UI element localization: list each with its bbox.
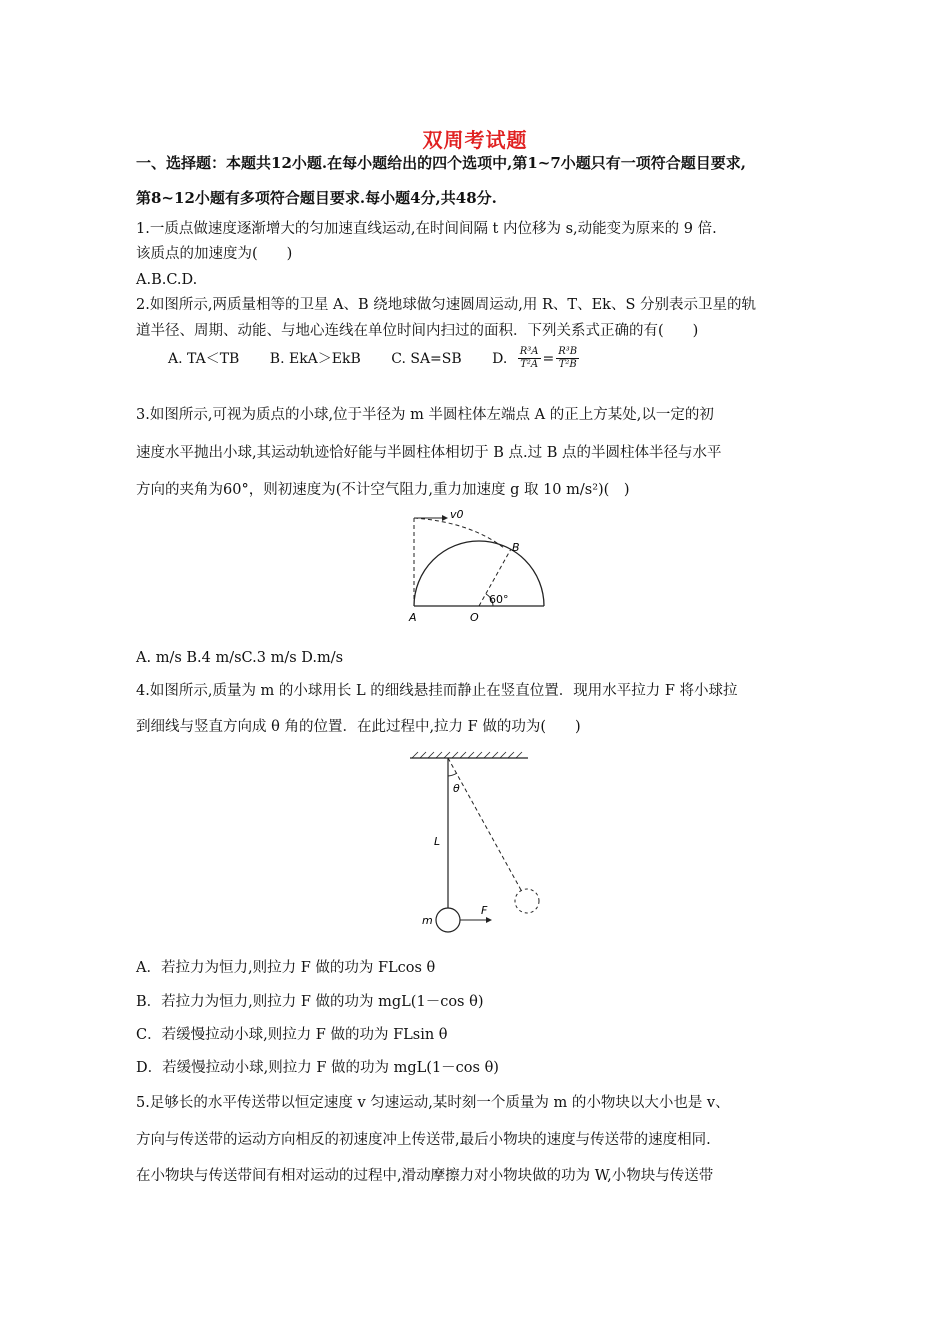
q3-label-v0: v0 xyxy=(450,508,464,521)
q3-label-angle: 60° xyxy=(489,593,509,606)
q4-option-a: A．若拉力为恒力,则拉力 F 做的功为 FLcos θ xyxy=(136,960,436,976)
q2-text-line2: 道半径、周期、动能、与地心连线在单位时间内扫过的面积．下列关系式正确的有( ) xyxy=(136,323,699,339)
q2-option-a: A. TA＜TB xyxy=(168,350,240,367)
q4-text-line2: 到细线与竖直方向成 θ 角的位置．在此过程中,拉力 F 做的功为( ) xyxy=(136,719,581,735)
q1-text-line2: 该质点的加速度为( ) xyxy=(136,246,293,262)
q2-option-b: B. EkA＞EkB xyxy=(269,350,361,367)
q4-label-theta: θ xyxy=(453,782,460,795)
section-instructions-line1: 一、选择题：本题共12小题.在每小题给出的四个选项中,第1~7小题只有一项符合题目要求, xyxy=(136,154,746,172)
q3-semicircle xyxy=(414,541,544,606)
q4-text-line1: 4.如图所示,质量为 m 的小球用长 L 的细线悬挂而静止在竖直位置．现用水平拉力 F 将小球拉 xyxy=(136,683,738,699)
q2-text-line1: 2.如图所示,两质量相等的卫星 A、B 绕地球做匀速圆周运动,用 R、T、Ek、S 分别表示卫星的轨 xyxy=(136,297,757,313)
q5-text-line1: 5.足够长的水平传送带以恒定速度 v 匀速运动,某时刻一个质量为 m 的小物块以大小也是 v、 xyxy=(136,1095,730,1111)
q2-fraction-b: $\frac{\text{R³B}}{\text{T²B}}$ xyxy=(558,346,578,370)
page-title: 双周考试题 xyxy=(422,128,528,152)
section-instructions-line2: 第8~12小题有多项符合题目要求.每小题4分,共48分. xyxy=(136,189,497,207)
q4-option-b: B．若拉力为恒力,则拉力 F 做的功为 mgL(1－cos θ) xyxy=(136,994,484,1010)
q3-text-line3: 方向的夹角为60°，则初速度为(不计空气阻力,重力加速度 g 取 10 m/s²)( ) xyxy=(136,482,630,498)
q3-options: A. m/s B.4 m/sC.3 m/s D.m/s xyxy=(136,650,344,666)
q4-option-c: C．若缓慢拉动小球,则拉力 F 做的功为 FLsin θ xyxy=(136,1027,448,1043)
q4-label-f: F xyxy=(481,904,488,917)
q3-label-a: A xyxy=(409,611,417,624)
q1-options: A.B.C.D. xyxy=(136,272,198,288)
q4-figure xyxy=(408,748,558,938)
q2-option-d: D. xyxy=(492,350,508,367)
q4-label-m: m xyxy=(422,914,433,927)
q4-angle-arc xyxy=(448,773,457,776)
q4-ball-dashed xyxy=(515,889,539,913)
q4-dashed-string xyxy=(448,758,521,890)
q2-option-c: C. SA=SB xyxy=(391,350,462,367)
q2-fraction-a: $\frac{\text{R³A}}{\text{T²A}}$ xyxy=(519,346,539,370)
q5-text-line2: 方向与传送带的运动方向相反的初速度冲上传送带,最后小物块的速度与传送带的速度相同. xyxy=(136,1132,711,1148)
q4-ceiling-hatch xyxy=(412,752,522,758)
q4-label-l: L xyxy=(434,835,441,848)
q4-ball xyxy=(436,908,460,932)
q2-equals: = xyxy=(542,350,555,367)
q3-label-b: B xyxy=(512,541,520,554)
q1-text-line1: 1.一质点做速度逐渐增大的匀加速直线运动,在时间间隔 t 内位移为 s,动能变为原来的 9 倍. xyxy=(136,221,717,237)
q3-figure xyxy=(400,506,550,628)
q2-options xyxy=(168,346,605,371)
q5-text-line3: 在小物块与传送带间有相对运动的过程中,滑动摩擦力对小物块做的功为 W,小物块与传送带 xyxy=(136,1168,714,1184)
q3-arrowhead-icon xyxy=(442,515,448,521)
q3-text-line1: 3.如图所示,可视为质点的小球,位于半径为 m 半圆柱体左端点 A 的正上方某处,以一定的初 xyxy=(136,407,714,423)
q3-label-o: O xyxy=(470,611,479,624)
q4-arrowhead-icon xyxy=(486,917,492,923)
q4-option-d: D．若缓慢拉动小球,则拉力 F 做的功为 mgL(1－cos θ) xyxy=(136,1060,499,1076)
q3-text-line2: 速度水平抛出小球,其运动轨迹恰好能与半圆柱体相切于 B 点.过 B 点的半圆柱体半径与水平 xyxy=(136,445,722,461)
